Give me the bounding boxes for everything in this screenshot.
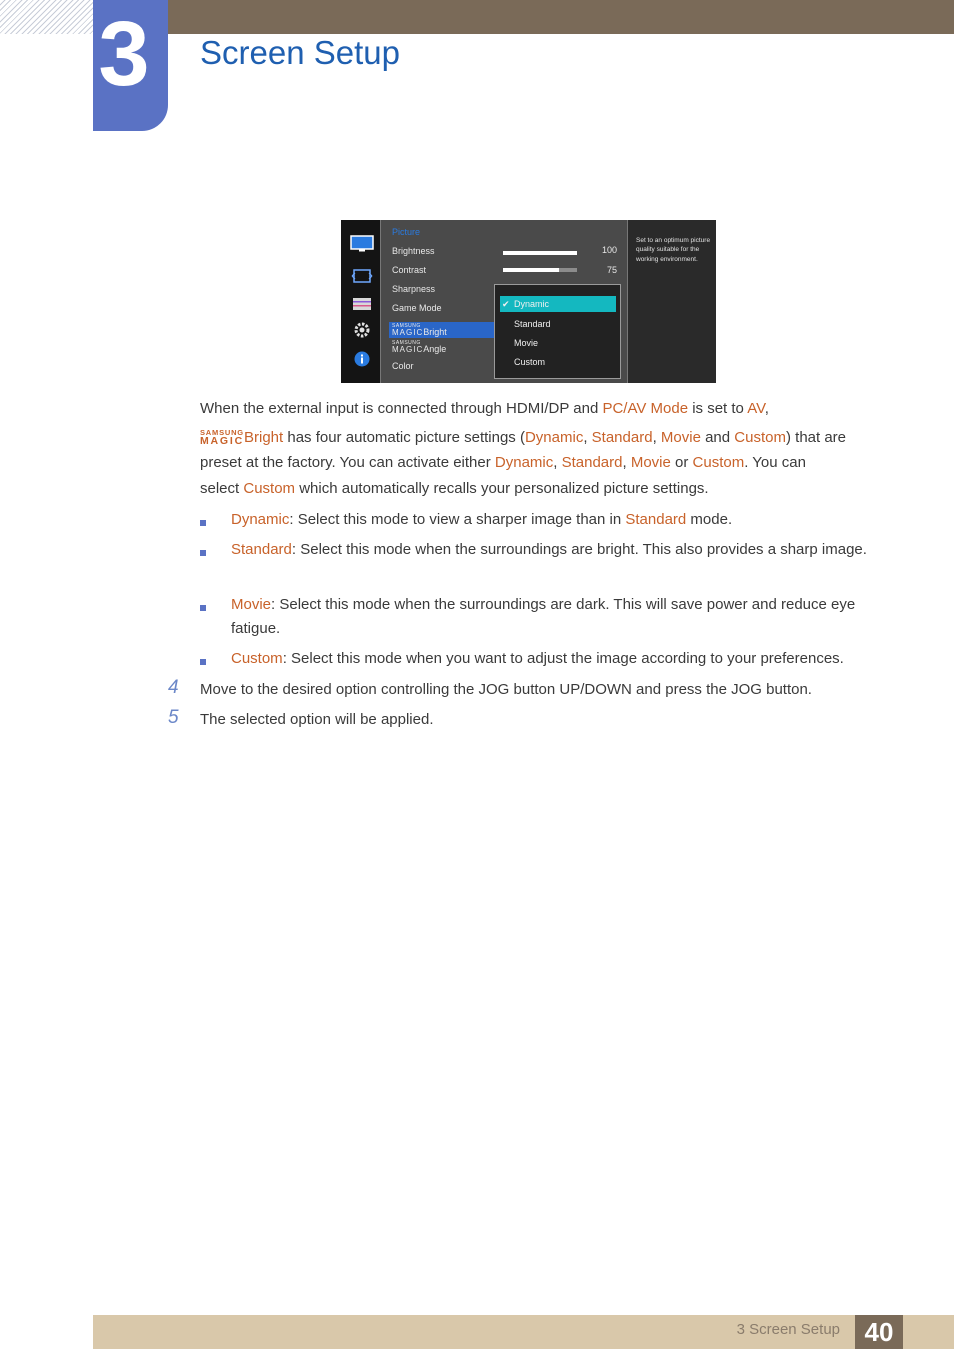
bullet-standard: Standard: Select this mode when the surroundings are bright. This also provides a sharp image.: [231, 541, 867, 558]
samsung-magic-logo: SAMSUNG MAGIC: [392, 340, 424, 354]
check-icon: ✔: [502, 299, 510, 309]
chapter-number: 3: [98, 3, 150, 105]
picture-settings-icon: [350, 295, 374, 313]
intro-line-3: preset at the factory. You can activate either Dynamic, Standard, Movie or Custom. You can: [200, 454, 806, 471]
brightness-bar: [503, 251, 577, 255]
contrast-bar-fill: [503, 268, 559, 272]
osd-item-magic-angle: SAMSUNG MAGIC Angle: [392, 340, 447, 354]
header-bar: [168, 0, 954, 34]
bullet-marker: [200, 659, 206, 665]
osd-menu-title: Picture: [392, 227, 421, 237]
osd-sidebar: [341, 220, 380, 383]
intro-line-1: When the external input is connected through HDMI/DP and PC/AV Mode is set to AV,: [200, 400, 769, 417]
bullet-marker: [200, 550, 206, 556]
samsung-magic-logo: SAMSUNG MAGIC: [392, 323, 424, 337]
step-text: The selected option will be applied.: [200, 711, 434, 728]
osd-screenshot: [341, 220, 716, 383]
chapter-tab: [93, 0, 168, 131]
intro-line-4: select Custom which automatically recalls your personalized picture settings.: [200, 480, 709, 497]
osd-item-brightness: Brightness: [392, 246, 435, 256]
contrast-value: 75: [606, 265, 617, 275]
chapter-title: Screen Setup: [200, 34, 400, 71]
osd-menu: [380, 220, 628, 383]
screen-resize-icon: [350, 267, 374, 285]
osd-item-magic-bright: SAMSUNG MAGIC Bright: [389, 322, 496, 338]
footer-chapter-label: 3 Screen Setup: [736, 1321, 840, 1338]
osd-submenu: [494, 284, 621, 379]
osd-item-sharpness: Sharpness: [392, 284, 436, 294]
osd-option-custom: Custom: [514, 357, 546, 367]
bullet-dynamic: Dynamic: Select this mode to view a sharper image than in Standard mode.: [231, 511, 733, 528]
osd-item-color: Color: [392, 361, 414, 371]
osd-option-movie: Movie: [514, 338, 539, 348]
bullet-movie: Movie: Select this mode when the surroundings are dark. This will save power and reduce eye fatigue.: [231, 596, 856, 637]
bullet-custom: Custom: Select this mode when you want to adjust the image according to your preferences.: [231, 650, 844, 667]
osd-item-contrast: Contrast: [392, 265, 427, 275]
intro-line-2: SAMSUNG MAGIC Bright has four automatic picture settings (Dynamic, Standard, Movie and Custom) that are: [200, 427, 847, 447]
header-hatch: [0, 0, 93, 34]
osd-option-standard: Standard: [514, 319, 551, 329]
gear-icon: [350, 321, 374, 339]
osd-option-dynamic: ✔ Dynamic: [500, 296, 616, 312]
page-number: 40: [855, 1315, 903, 1349]
info-icon: [350, 350, 374, 368]
step-number: 4: [168, 677, 179, 698]
brightness-bar-fill: [503, 251, 577, 255]
bullet-marker: [200, 605, 206, 611]
osd-description: Set to an optimum picture quality suitable for the working environment.: [636, 237, 711, 263]
step-number: 5: [168, 707, 179, 728]
step-text: Move to the desired option controlling the JOG button UP/DOWN and press the JOG button.: [200, 681, 812, 698]
monitor-icon: [350, 235, 374, 253]
osd-item-game-mode: Game Mode: [392, 303, 442, 313]
samsung-magic-logo: SAMSUNG MAGIC: [200, 427, 244, 447]
contrast-bar: [503, 268, 577, 272]
brightness-value: 100: [601, 245, 617, 255]
bullet-marker: [200, 520, 206, 526]
